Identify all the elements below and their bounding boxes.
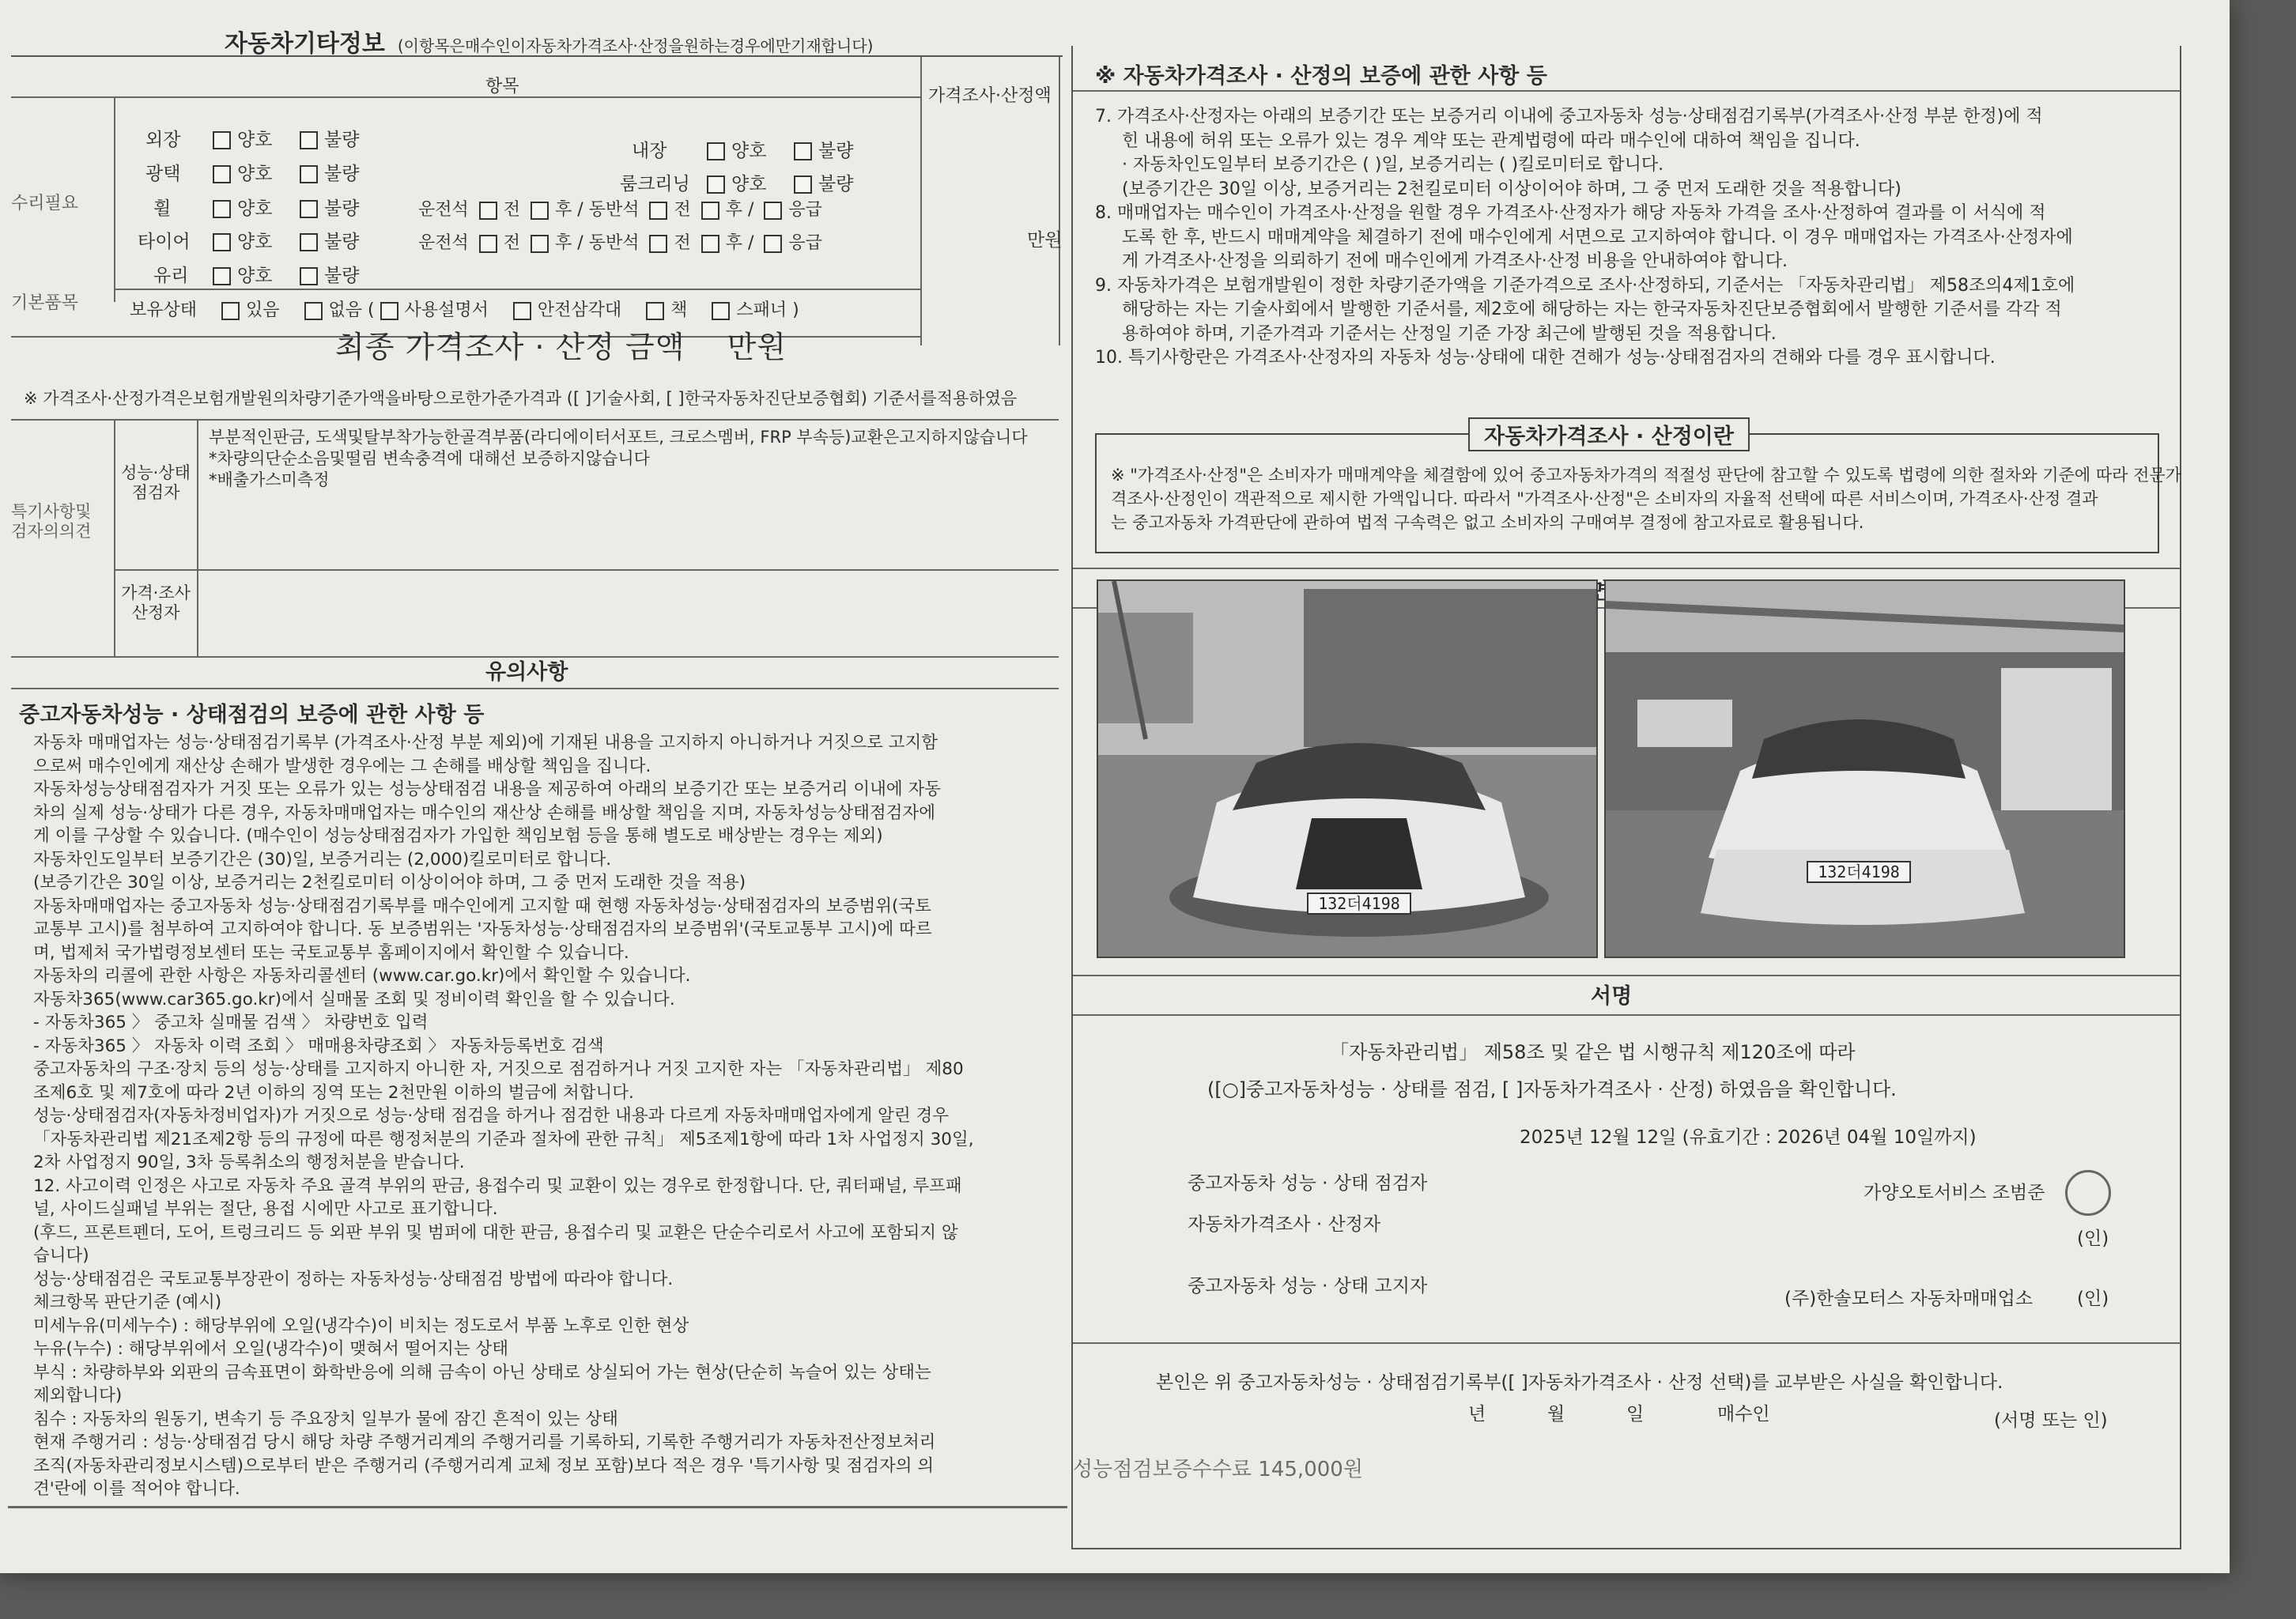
checkbox-box[interactable]	[479, 235, 497, 253]
seat-front: 전	[503, 233, 521, 253]
checkbox-box[interactable]	[300, 233, 318, 251]
seat-rear: 후	[725, 233, 742, 253]
notifier-seal: (인)	[2077, 1289, 2109, 1309]
notice-line: 으로써 매수인에게 재산상 손해가 발생한 경우에는 그 손해를 배상할 책임을 집니다.	[33, 756, 651, 776]
notice-title: 유의사항	[485, 660, 568, 685]
checkbox-label: 양호	[237, 164, 273, 184]
row-divider	[11, 688, 1059, 689]
checkbox-box[interactable]	[213, 131, 231, 149]
checkbox-label: 양호	[237, 130, 273, 150]
notice-line: 견'란에 이를 적어야 합니다.	[33, 1479, 240, 1499]
checkbox-box[interactable]	[221, 302, 240, 320]
notice-line: 조제6호 및 제7호에 따라 2년 이하의 징역 또는 2천만원 이하의 벌금에 처합니다.	[33, 1082, 634, 1103]
notice-line: 중고자동차의 구조·장치 등의 성능·상태를 고지하지 아니한 자, 거짓으로 점검하거나 거짓 고지한 자는 「자동차관리법」 제80	[33, 1059, 964, 1079]
notice-line: 며, 법제처 국가법령정보센터 또는 국토교통부 홈페이지에서 확인할 수 있습니다.	[33, 942, 629, 963]
row-label-interior: 내장	[632, 141, 667, 161]
section-note: (이항목은매수인이자동차가격조사·산정을원하는경우에만기재합니다)	[397, 36, 874, 55]
checkbox-label: 불량	[324, 198, 360, 219]
notice-line: 자동차365(www.car365.go.kr)에서 실매물 조회 및 정비이력 확인을 할 수 있습니다.	[33, 989, 675, 1010]
sign-law-line: 「자동차관리법」 제58조 및 같은 법 시행규칙 제120조에 따라	[1330, 1041, 1856, 1063]
checkbox-label: 양호	[237, 232, 273, 252]
front-plate-text: 132더4198	[1318, 894, 1400, 913]
checkbox-interior-bad[interactable]	[794, 136, 853, 162]
checkbox-label: 양호	[731, 174, 767, 194]
perf-inspector-note-1: 부분적인판금, 도색및탈부착가능한골격부품(라디에이터서포트, 크로스멤버, FRP 부속등)교환은고지하지않습니다	[209, 428, 1028, 447]
date-day-label: 일	[1626, 1404, 1645, 1425]
notice-line: 차의 실제 성능·상태가 다른 경우, 자동차매매업자는 매수인의 재산상 손해를 배상할 책임을 지며, 자동차성능상태점검자에	[33, 802, 935, 823]
right-column	[1071, 46, 2181, 1549]
checkbox-box[interactable]	[712, 302, 730, 320]
wheel-seat-options: 운전석 전 후 / 동반석 전 후 / 응급	[418, 200, 822, 220]
car-rear-image	[1606, 581, 2124, 957]
notice-subtitle: 중고자동차성능 · 상태점검의 보증에 관한 사항 등	[19, 703, 485, 727]
sign-or-seal-label: (서명 또는 인)	[1994, 1410, 2108, 1431]
notice-line: 성능·상태점검은 국토교통부장관이 정하는 자동차성능·상태점검 방법에 따라야 합니다.	[33, 1269, 674, 1289]
final-price-label: 최종 가격조사 · 산정 금액	[335, 330, 685, 364]
price-assessor-seal: (인)	[2077, 1228, 2109, 1249]
notice-line: 2차 사업정지 90일, 3차 등록취소의 행정처분을 받습니다.	[33, 1153, 465, 1172]
seat-passenger: 동반석	[588, 200, 640, 220]
date-year-label: 년	[1468, 1404, 1486, 1425]
column-divider	[1059, 57, 1060, 345]
group-label-basic: 기본품목	[11, 293, 79, 313]
definition-line-3: 는 중고자동차 가격판단에 관하여 법적 구속력은 없고 소비자의 구매여부 결정에 참고자료로 활용됩니다.	[1111, 513, 1864, 532]
notice-line: (보증기간은 30일 이상, 보증거리는 2천킬로미터 이상이어야 하며, 그 중 먼저 도래한 것을 적용)	[33, 873, 746, 893]
checkbox-tire-good[interactable]	[213, 227, 272, 253]
guarantee-line: 도록 한 후, 반드시 매매계약을 체결하기 전에 매수인에게 서면으로 고지하여야 합니다. 이 경우 매매업자는 가격조사·산정자에	[1122, 227, 2073, 247]
checkbox-box[interactable]	[649, 235, 667, 253]
notice-line: 교통부 고시)를 첨부하여 고지하여야 합니다. 동 보증범위는 '자동차성능·상태점검자의 보증범위'(국토교통부 고시)에 따르	[33, 919, 932, 939]
checkbox-label: 양호	[731, 141, 767, 161]
row-label-gloss: 광택	[145, 164, 181, 184]
column-divider	[920, 57, 922, 345]
checkbox-box[interactable]	[479, 202, 497, 220]
price-assessor-label: 가격·조사 산정자	[121, 583, 191, 622]
option-manual: 사용설명서	[404, 300, 489, 320]
guarantee-line: 8. 매매업자는 매수인이 가격조사·산정을 원할 경우 가격조사·산정자가 해당 자동차 가격을 조사·산정하여 결과를 이 서식에 적	[1095, 203, 2046, 223]
guarantee-line: · 자동차인도일부터 보증기간은 ( )일, 보증거리는 ( )킬로미터로 합니다.	[1122, 155, 1664, 175]
section-title: 자동차기타정보	[225, 30, 385, 58]
notice-line: - 자동차365 〉 자동차 이력 조회 〉 매매용차량조회 〉 자동차등록번호 검색	[33, 1036, 604, 1056]
notice-line: 조직(자동차관리정보시스템)으로부터 받은 주행거리 (주행거리계 교체 정보 포함)보다 적은 경우 '특기사항 및 점검자의 의	[33, 1455, 935, 1476]
guarantee-line: (보증기간은 30일 이상, 보증거리는 2천킬로미터 이상이어야 하며, 그 중 먼저 도래한 것을 적용합니다)	[1122, 179, 1901, 199]
notice-line: 자동차성능상태점검자가 거짓 또는 오류가 있는 성능상태점검 내용을 제공하여 아래의 보증기간 또는 보증거리 이내에 자동	[33, 779, 942, 799]
checkbox-gloss-good[interactable]	[213, 159, 272, 185]
checkbox-cleaning-bad[interactable]	[794, 169, 853, 195]
date-month-label: 월	[1547, 1404, 1565, 1425]
guarantee-line: 힌 내용에 허위 또는 오류가 있는 경우 계약 또는 관계법령에 따라 매수인에 대하여 책임을 집니다.	[1122, 130, 1860, 151]
row-divider	[1073, 568, 2180, 569]
seat-driver: 운전석	[418, 200, 469, 220]
checkbox-box[interactable]	[513, 302, 531, 320]
checkbox-label: 불량	[324, 266, 360, 286]
checkbox-box[interactable]	[213, 165, 231, 183]
row-divider	[114, 569, 1059, 571]
checkbox-label: 불량	[818, 141, 854, 161]
checkbox-box[interactable]	[794, 175, 812, 194]
checkbox-label: 불량	[818, 174, 854, 194]
checkbox-box[interactable]	[701, 202, 719, 220]
column-header-item: 항목	[485, 77, 519, 96]
row-divider	[11, 96, 920, 98]
column-divider	[114, 96, 115, 302]
checkbox-box[interactable]	[300, 267, 318, 285]
notice-line: 누유(누수) : 해당부위에서 오일(냉각수)이 맺혀서 떨어지는 상태	[33, 1339, 509, 1359]
bottom-rule	[8, 1506, 1067, 1508]
checkbox-box[interactable]	[300, 165, 318, 183]
notice-line: 습니다)	[33, 1246, 89, 1266]
notice-line: 부식 : 차량하부와 외판의 금속표면이 화학반응에 의해 금속이 아닌 상태로 상실되어 가는 현상(단순히 녹슬어 있는 상태는	[33, 1362, 931, 1383]
row-divider	[1073, 975, 2180, 976]
checkbox-box[interactable]	[531, 202, 549, 220]
basic-items-row: 보유상태 있음 없음 ( 사용설명서 안전삼각대 책 스패너 )	[130, 300, 799, 320]
column-header-price: 가격조사·산정액	[928, 86, 1052, 106]
checkbox-box[interactable]	[213, 267, 231, 285]
inspector-label: 중고자동차 성능 · 상태 점검자	[1188, 1173, 1428, 1194]
notice-line: 성능·상태점검자(자동차정비업자)가 거짓으로 성능·상태 점검을 하거나 점검한 내용과 다르게 자동차매매업자에게 알린 경우	[33, 1106, 950, 1126]
seat-emergency: 응급	[788, 233, 822, 253]
inspection-photo-rear	[1604, 579, 2125, 958]
column-divider	[114, 419, 115, 656]
checkbox-exterior-good[interactable]	[213, 125, 272, 151]
inspector-name: 가양오토서비스 조범준	[1864, 1183, 2045, 1203]
price-assessor-sign-label: 자동차가격조사 · 산정자	[1188, 1214, 1381, 1235]
option-book: 책	[670, 300, 688, 320]
checkbox-wheel-bad[interactable]	[300, 194, 359, 220]
checkbox-box[interactable]	[531, 235, 549, 253]
group-label-repair: 수리필요	[11, 194, 79, 213]
checkbox-glass-bad[interactable]	[300, 261, 359, 287]
row-divider	[1073, 1342, 2180, 1344]
seal-stamp-icon	[2065, 1170, 2111, 1216]
seat-rear: 후	[555, 233, 572, 253]
signature-title: 서명	[1591, 984, 1633, 1009]
checkbox-tire-bad[interactable]	[300, 227, 359, 253]
checkbox-box[interactable]	[300, 131, 318, 149]
seat-front: 전	[674, 200, 691, 220]
rear-plate-text: 132더4198	[1818, 862, 1900, 881]
checkbox-label: 불량	[324, 164, 360, 184]
row-label-glass: 유리	[153, 266, 189, 286]
option-no: 없음	[328, 300, 363, 320]
car-front-image	[1098, 581, 1596, 957]
row-divider	[1073, 1014, 2180, 1016]
row-label-tire: 타이어	[138, 232, 191, 252]
column-divider	[197, 419, 198, 656]
notice-line: 자동차매매업자는 중고자동차 성능·상태점검기록부를 매수인에게 고지할 때 현행 자동차성능·상태점검자의 보증범위(국토	[33, 896, 931, 916]
tire-seat-options: 운전석 전 후 / 동반석 전 후 / 응급	[418, 233, 822, 253]
inspection-photo-front	[1097, 579, 1598, 958]
checkbox-exterior-bad[interactable]	[300, 125, 359, 151]
final-price-unit: 만원	[727, 330, 787, 364]
checkbox-wheel-good[interactable]	[213, 194, 272, 220]
checkbox-box[interactable]	[707, 175, 725, 194]
notifier-name: (주)한솔모터스 자동차매매업소	[1784, 1289, 2034, 1309]
notice-line: (후드, 프론트펜더, 도어, 트렁크리드 등 외판 부위 및 범퍼에 대한 판금, 용접수리 및 교환은 단순수리로서 사고에 포함되지 않	[33, 1222, 958, 1243]
row-label-wheel: 휠	[153, 198, 172, 219]
guarantee-line: 용하여야 하며, 기준가격과 기준서는 산정일 기준 가장 최근에 발행된 것을 적용합니다.	[1122, 323, 1777, 344]
seat-rear: 후	[725, 200, 742, 220]
guarantee-line: 게 가격조사·산정을 의뢰하기 전에 매수인에게 가격조사·산정 비용을 안내하여야 합니다.	[1122, 251, 1788, 271]
checkbox-box[interactable]	[304, 302, 323, 320]
option-spanner: 스패너 )	[736, 300, 799, 320]
checkbox-box[interactable]	[764, 202, 782, 220]
special-notes-group: 특기사항및 검자의의견	[11, 502, 92, 541]
notice-line: 「자동차관리법 제21조제2항 등의 규정에 따른 행정처분의 기준과 절차에 관한 규칙」 제5조제1항에 따라 1차 사업정지 30일,	[33, 1129, 974, 1149]
checkbox-label: 불량	[324, 130, 360, 150]
perf-inspector-note-3: *배출가스미측정	[209, 470, 330, 489]
sign-confirm-line: ([○]중고자동차성능 · 상태를 점검, [ ]자동차가격조사 · 산정) 하였음을 확인합니다.	[1207, 1078, 1897, 1100]
checkbox-box[interactable]	[701, 235, 719, 253]
notice-line: 제외합니다)	[33, 1386, 123, 1406]
option-yes: 있음	[246, 300, 280, 320]
checkbox-interior-good[interactable]	[707, 136, 766, 162]
checkbox-box[interactable]	[213, 233, 231, 251]
row-label-room-cleaning: 룸크리닝	[620, 174, 690, 194]
left-column	[11, 24, 1063, 1530]
checkbox-box[interactable]	[213, 200, 231, 218]
checkbox-label: 양호	[237, 198, 273, 219]
guarantee-line: 해당하는 자는 기술사회에서 발행한 기준서를, 제2호에 해당하는 자는 한국자동차진단보증협회에서 발행한 기준서를 각각 적	[1122, 300, 2062, 319]
notice-line: 침수 : 자동차의 원동기, 변속기 등 주요장치 일부가 물에 잠긴 흔적이 있는 상태	[33, 1409, 618, 1429]
row-label-exterior: 외장	[145, 130, 181, 150]
buyer-label: 매수인	[1717, 1404, 1770, 1425]
notice-line: - 자동차365 〉 중고차 실매물 검색 〉 차량번호 입력	[33, 1013, 429, 1032]
row-divider	[11, 419, 1059, 421]
checkbox-box[interactable]	[707, 142, 725, 160]
notice-line: 12. 사고이력 인정은 사고로 자동차 주요 골격 부위의 판금, 용접수리 및 교환이 있는 경우로 한정합니다. 단, 쿼터패널, 루프패	[33, 1176, 962, 1196]
inspection-fee: 성능점검보증수수료 145,000원	[1073, 1458, 1363, 1481]
checkbox-box[interactable]	[794, 142, 812, 160]
price-basis-note: ※ 가격조사·산정가격은보험개발원의차량기준가액을바탕으로한가준가격과 ([ ]기술사회, [ ]한국자동차진단보증협회) 기준서를적용하였음	[24, 389, 1018, 408]
notice-line: 미세누유(미세누수) : 해당부위에 오일(냉각수)이 비치는 정도로서 부품 노후로 인한 현상	[33, 1315, 689, 1336]
guarantee-title: ※ 자동차가격조사 · 산정의 보증에 관한 사항 등	[1095, 64, 1547, 89]
notice-line: 게 이를 구상할 수 있습니다. (매수인이 성능상태점검자가 가입한 책임보험 등을 통해 별도로 배상받는 경우는 제외)	[33, 826, 883, 846]
row-divider	[114, 289, 920, 290]
option-triangle: 안전삼각대	[537, 300, 622, 320]
checkbox-box[interactable]	[764, 235, 782, 253]
notice-line: 자동차 매매업자는 성능·상태점검기록부 (가격조사·산정 부분 제외)에 기재된 내용을 고지하지 아니하거나 거짓으로 고지함	[33, 733, 938, 753]
seat-emergency: 응급	[788, 200, 822, 220]
notifier-label: 중고자동차 성능 · 상태 고지자	[1188, 1276, 1428, 1296]
seat-rear: 후	[555, 200, 572, 220]
checkbox-glass-good[interactable]	[213, 261, 272, 287]
section-header-other-info	[11, 24, 1063, 57]
seat-front: 전	[503, 200, 521, 220]
checkbox-box[interactable]	[649, 202, 667, 220]
checkbox-gloss-bad[interactable]	[300, 159, 359, 185]
checkbox-label: 양호	[237, 266, 273, 286]
seat-passenger: 동반석	[588, 233, 640, 253]
seat-front: 전	[674, 233, 691, 253]
guarantee-line: 7. 가격조사·산정자는 아래의 보증기간 또는 보증거리 이내에 중고자동차 성능·상태점검기록부(가격조사·산정 부분 한정)에 적	[1095, 107, 2043, 126]
checkbox-box[interactable]	[300, 200, 318, 218]
definition-line-1: ※ "가격조사·산정"은 소비자가 매매계약을 체결함에 있어 중고자동차가격의 적절성 판단에 참고할 수 있도록 법령에 의한 절차와 기준에 따라 전문가	[1111, 466, 2181, 485]
notice-line: 자동차인도일부터 보증기간은 (30)일, 보증거리는 (2,000)킬로미터로 합니다.	[33, 849, 612, 870]
checkbox-box[interactable]	[646, 302, 664, 320]
guarantee-line: 10. 특기사항란은 가격조사·산정자의 자동차 성능·상태에 대한 견해가 성능·상태점검자의 견해와 다를 경우 표시합니다.	[1095, 348, 1996, 368]
checkbox-box[interactable]	[380, 302, 398, 320]
buyer-confirm-text: 본인은 위 중고자동차성능 · 상태점검기록부([ ]자동차가격조사 · 산정 선택)를 교부받은 사실을 확인합니다.	[1156, 1372, 2003, 1393]
guarantee-line: 9. 자동차가격은 보험개발원이 정한 차량기준가액을 기준가격으로 조사·산정하되, 기준서는 「자동차관리법」 제58조의4제1호에	[1095, 275, 2075, 296]
final-price-line	[335, 323, 787, 366]
definition-line-2: 격조사·산정인이 객관적으로 제시한 가액입니다. 따라서 "가격조사·산정"은 소비자의 자율적 선택에 따른 서비스이며, 가격조사·산정 결과	[1111, 489, 2098, 508]
sign-date: 2025년 12월 12일 (유효기간 : 2026년 04월 10일까지)	[1520, 1127, 1977, 1148]
notice-line: 자동차의 리콜에 관한 사항은 자동차리콜센터 (www.car.go.kr)에서 확인할 수 있습니다.	[33, 966, 691, 986]
seat-driver: 운전석	[418, 233, 469, 253]
row-divider	[1073, 90, 2180, 92]
price-unit-won: 만원	[1027, 230, 1063, 251]
perf-inspector-label: 성능·상태 점검자	[121, 463, 191, 502]
checkbox-cleaning-good[interactable]	[707, 169, 766, 195]
definition-title: 자동차가격조사 · 산정이란	[1468, 417, 1750, 451]
checkbox-label: 불량	[324, 232, 360, 252]
notice-line: 현재 주행거리 : 성능·상태점검 당시 해당 차량 주행거리계의 주행거리를 기록하되, 기록한 주행거리가 자동차전산정보처리	[33, 1432, 936, 1452]
basic-row-label: 보유상태	[130, 300, 198, 320]
notice-line: 체크항목 판단기준 (예시)	[33, 1293, 222, 1312]
notice-line: 널, 사이드실패널 부위는 절단, 용접 시에만 사고로 표기합니다.	[33, 1199, 498, 1219]
perf-inspector-note-2: *차량의단순소음및떨림 변속충격에 대해선 보증하지않습니다	[209, 449, 650, 468]
